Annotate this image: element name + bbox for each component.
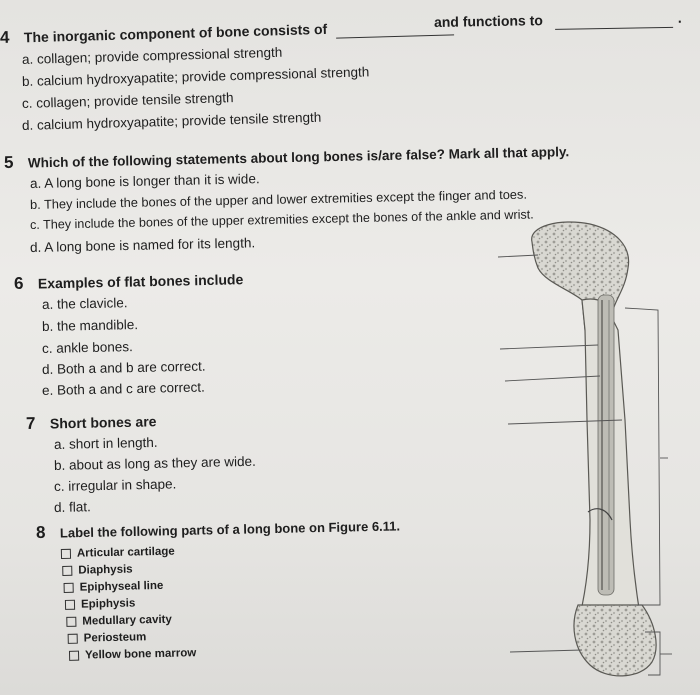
question-7-stem: Short bones are [49,413,157,432]
question-4-number: 4 [0,27,10,47]
question-7-option-c[interactable]: c. irregular in shape. [53,476,177,494]
checklist-item-yellow-bone-marrow[interactable]: Yellow bone marrow [69,644,197,664]
medullary-cavity [598,295,614,595]
question-7-option-a[interactable]: a. short in length. [53,434,158,452]
question-7-number: 7 [25,413,36,433]
question-5-option-d[interactable]: d. A long bone is named for its length. [29,235,256,255]
question-8-number: 8 [35,522,46,542]
question-5-option-a[interactable]: a. A long bone is longer than it is wide. [29,171,260,191]
question-5-stem: Which of the following statements about long bones is/are false? Mark all that apply. [27,144,570,171]
question-4-option-a[interactable]: a. collagen; provide compressional strength [21,44,283,67]
question-4-part-b: and functions to . [433,9,682,30]
question-6-option-b[interactable]: b. the mandible. [41,316,139,334]
question-6-option-e[interactable]: e. Both a and c are correct. [41,379,205,398]
question-4-stem-a: The inorganic component of bone consists of [23,20,328,46]
question-6-number: 6 [13,273,24,293]
question-6-stem: Examples of flat bones include [37,271,244,292]
checklist-item-medullary-cavity[interactable]: Medullary cavity [66,610,196,630]
checklist-item-epiphysis[interactable]: Epiphysis [65,593,196,613]
checklist-item-epiphyseal-line[interactable]: Epiphyseal line [63,576,195,596]
question-7-option-b[interactable]: b. about as long as they are wide. [53,453,257,473]
question-4-option-b[interactable]: b. calcium hydroxyapatite; provide compressional strength [21,64,370,89]
question-5-option-b[interactable]: b. They include the bones of the upper and lower extremities except the finger and toes. [29,186,528,212]
question-5-option-c[interactable]: c. They include the bones of the upper extremities except the bones of the ankle and wrist. [29,207,534,232]
question-6-option-c[interactable]: c. ankle bones. [41,339,133,356]
question-5-number: 5 [3,152,14,172]
question-6-option-d[interactable]: d. Both a and b are correct. [41,358,206,377]
question-7-option-d[interactable]: d. flat. [53,499,91,515]
checklist-item-periosteum[interactable]: Periosteum [68,627,197,647]
distal-epiphysis [574,605,656,676]
question-6-option-a[interactable]: a. the clavicle. [41,295,128,312]
checklist-item-diaphysis[interactable]: Diaphysis [62,559,195,579]
question-4-stem-b: and functions to [433,12,543,30]
checklist-item-articular-cartilage[interactable]: Articular cartilage [61,542,195,562]
question-4-option-c[interactable]: c. collagen; provide tensile strength [21,90,234,111]
question-4-option-d[interactable]: d. calcium hydroxyapatite; provide tensile strength [21,109,322,133]
question-8-stem: Label the following parts of a long bone on Figure 6.11. [59,518,401,541]
